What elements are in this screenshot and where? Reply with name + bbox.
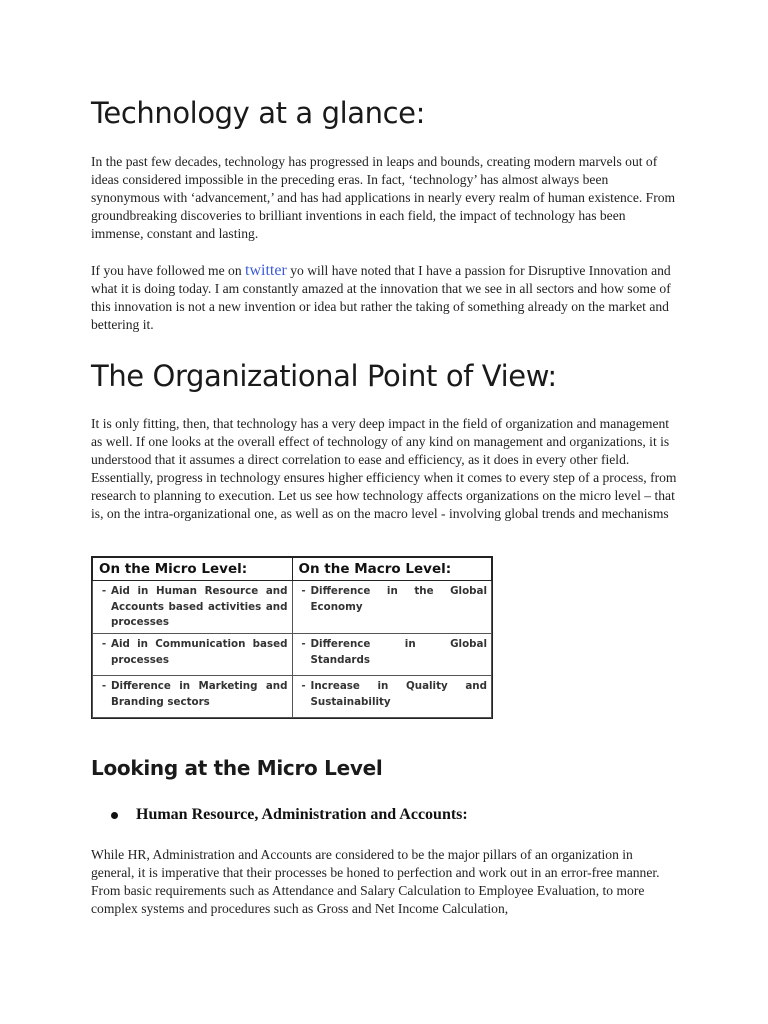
paragraph-twitter bbox=[91, 262, 679, 334]
table-header-row bbox=[93, 558, 492, 581]
table-row bbox=[93, 634, 492, 676]
micro-macro-table bbox=[91, 556, 493, 719]
paragraph-hr: While HR, Administration and Accounts are considered to be the major pillars of an organization in general, it is imperative that their processes be honed to perfection and work out in an error-free manner. From basic requirements such as Attendance and Salary Calculation to Employee Evaluation, to more complex systems and procedures such as Gross and Net Income Calculation, bbox=[91, 847, 660, 916]
twitter-link[interactable]: twitter bbox=[245, 262, 287, 279]
cell-text: Aid in Communication based processes bbox=[111, 638, 288, 666]
table-cell bbox=[292, 634, 492, 676]
table-cell bbox=[93, 581, 293, 634]
table-cell bbox=[292, 676, 492, 718]
table-row bbox=[93, 581, 492, 634]
table-header-micro: On the Micro Level: bbox=[93, 558, 293, 581]
table-cell bbox=[93, 634, 293, 676]
table-cell bbox=[292, 581, 492, 634]
heading-technology-at-a-glance: Technology at a glance: bbox=[91, 96, 425, 130]
dash-bullet: - bbox=[301, 638, 306, 650]
bullet-dot-icon bbox=[111, 812, 118, 819]
table-row bbox=[93, 676, 492, 718]
dash-bullet: - bbox=[101, 638, 107, 650]
paragraph-organization: It is only fitting, then, that technology has a very deep impact in the field of organization and management as well. If one looks at the overall effect of technology of any kind on management and organizations, it is understood that it assumes a direct correlation to ease and efficiency, as it does in every other field. Essentially, progress in technology ensures higher efficiency when it comes to every step of a process, from research to planning to execution. Let us see how technology affects organizations on the micro level – that is, on the intra-organizational one, as well as on the macro level - involving global trends and mechanisms bbox=[91, 416, 677, 521]
bullet-item bbox=[111, 806, 468, 824]
paragraph-intro: In the past few decades, technology has progressed in leaps and bounds, creating modern marvels out of ideas considered impossible in the preceding eras. In fact, ‘technology’ has almost always been synonymous with ‘advancement,’ and has had applications in nearly every realm of human existence. From groundbreaking discoveries to brilliant inventions in each field, the impact of technology has been immense, constant and lasting. bbox=[91, 154, 676, 241]
cell-text: Increase in Quality and Sustainability bbox=[310, 680, 487, 708]
dash-bullet: - bbox=[101, 680, 107, 692]
cell-text: Difference in Marketing and Branding sectors bbox=[111, 680, 288, 708]
cell-text: Aid in Human Resource and Accounts based activities and processes bbox=[111, 585, 288, 628]
paragraph-twitter-after: yo will have noted that I have a passion for Disruptive Innovation and what it is doing today. I am constantly amazed at the innovation that we see in all sectors and how some of this innovation is not a new invention or idea but rather the taking of something already on the market and bettering it. bbox=[91, 263, 671, 332]
heading-organizational-point-of-view: The Organizational Point of View: bbox=[91, 359, 557, 393]
paragraph-twitter-before: If you have followed me on bbox=[91, 263, 246, 278]
cell-text: Difference in Global Standards bbox=[310, 638, 487, 666]
dash-bullet: - bbox=[301, 680, 306, 692]
dash-bullet: - bbox=[301, 585, 306, 597]
dash-bullet: - bbox=[101, 585, 107, 597]
bullet-item-label: Human Resource, Administration and Accounts: bbox=[136, 806, 468, 823]
heading-looking-at-micro-level: Looking at the Micro Level bbox=[91, 756, 383, 780]
cell-text: Difference in the Global Economy bbox=[310, 585, 487, 613]
table-header-macro: On the Macro Level: bbox=[292, 558, 492, 581]
table-cell bbox=[93, 676, 293, 718]
